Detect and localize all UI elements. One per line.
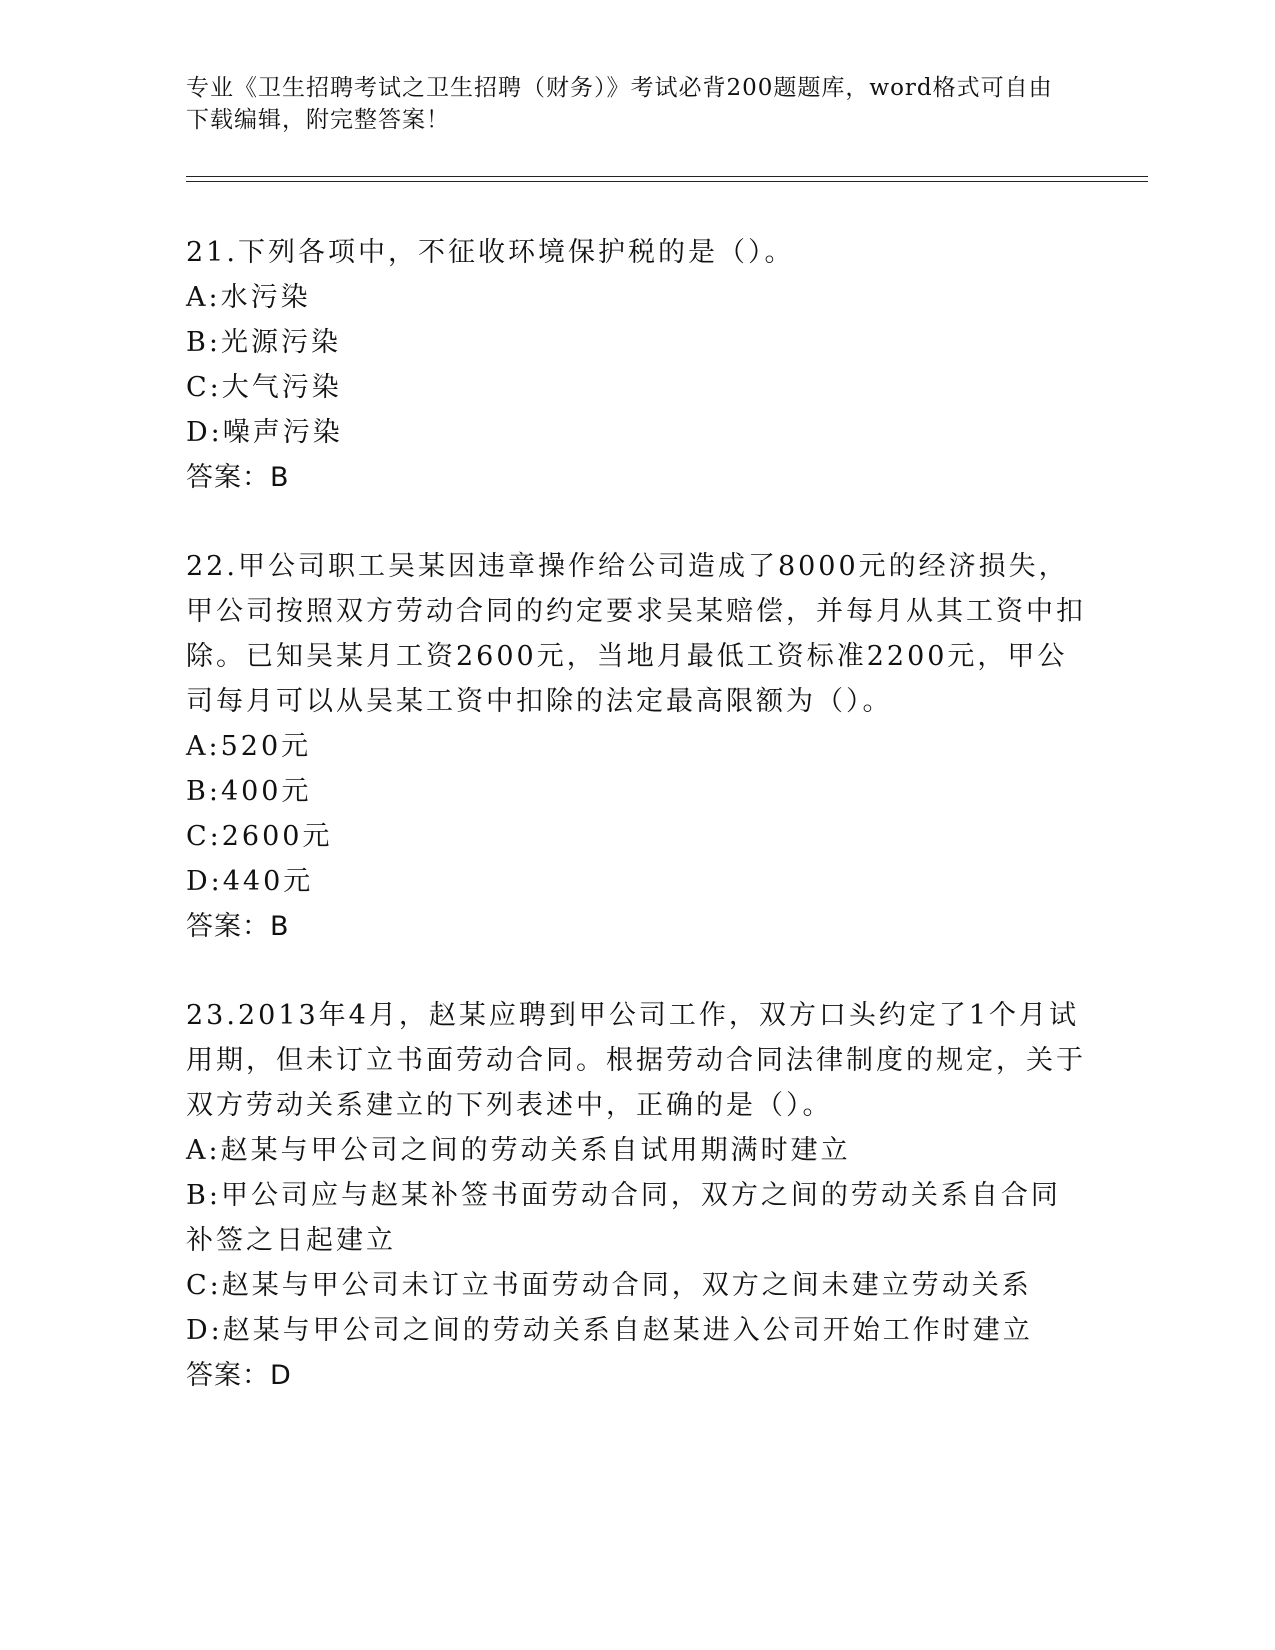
answer-label: 答案：B <box>186 911 290 942</box>
document-header: 专业《卫生招聘考试之卫生招聘（财务）》考试必背200题题库，word格式可自由下载编辑，附完整答案！ <box>186 75 1053 133</box>
question-23 <box>186 993 1086 1398</box>
option-c: C:大气污染 <box>186 372 342 403</box>
option-a: A:赵某与甲公司之间的劳动关系自试用期满时建立 <box>186 1135 851 1166</box>
answer-label: 答案：B <box>186 462 290 493</box>
question-list <box>186 230 1086 1442</box>
question-22 <box>186 544 1086 949</box>
header-divider-top <box>186 176 1148 177</box>
option-a: A:水污染 <box>186 282 311 313</box>
option-d: D:440元 <box>186 866 314 897</box>
option-b: B:甲公司应与赵某补签书面劳动合同，双方之间的劳动关系自合同补签之日起建立 <box>186 1180 1061 1256</box>
option-d: D:赵某与甲公司之间的劳动关系自赵某进入公司开始工作时建立 <box>186 1315 1033 1346</box>
option-b: B:光源污染 <box>186 327 341 358</box>
option-c: C:赵某与甲公司未订立书面劳动合同，双方之间未建立劳动关系 <box>186 1270 1032 1301</box>
option-b: B:400元 <box>186 776 312 807</box>
question-21 <box>186 230 1086 500</box>
option-a: A:520元 <box>186 731 312 762</box>
answer-label: 答案：D <box>186 1360 292 1391</box>
question-text: 21.下列各项中，不征收环境保护税的是（）。 <box>186 237 795 268</box>
header-divider-bottom <box>186 181 1148 182</box>
option-d: D:噪声污染 <box>186 417 343 448</box>
question-text: 22.甲公司职工吴某因违章操作给公司造成了8000元的经济损失，甲公司按照双方劳动合同的约定要求吴某赔偿，并每月从其工资中扣除。已知吴某月工资2600元，当地月最低工资标准2200元，甲公司每月可以从吴某工资中扣除的法定最高限额为（）。 <box>186 551 1086 717</box>
question-text: 23.2013年4月，赵某应聘到甲公司工作，双方口头约定了1个月试用期，但未订立书面劳动合同。根据劳动合同法律制度的规定，关于双方劳动关系建立的下列表述中，正确的是（）。 <box>186 1000 1086 1121</box>
option-c: C:2600元 <box>186 821 333 852</box>
